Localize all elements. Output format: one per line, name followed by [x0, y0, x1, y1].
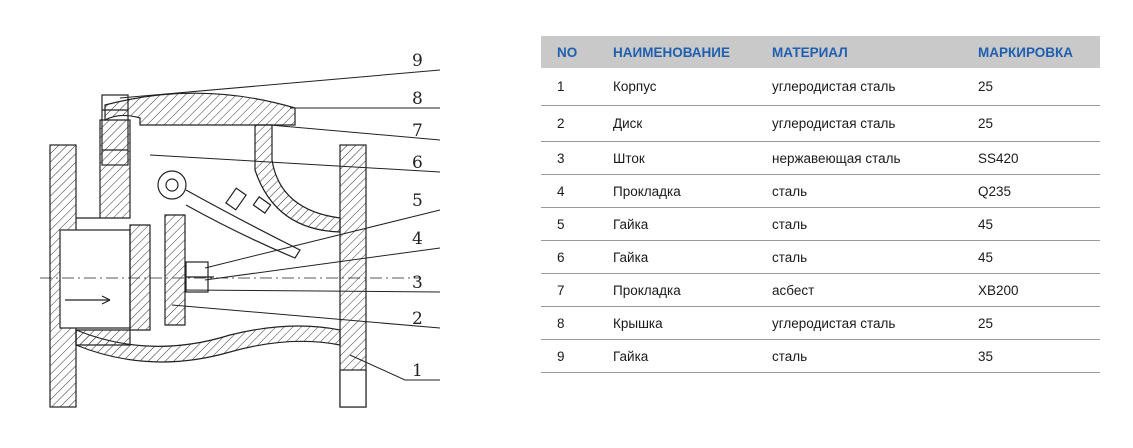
cell-material: углеродистая сталь [756, 106, 962, 142]
cell-name: Крышка [597, 307, 756, 340]
parts-table [541, 36, 1100, 373]
callout-6: 6 [412, 153, 423, 173]
cell-no: 8 [541, 307, 597, 340]
callout-7: 7 [412, 121, 423, 141]
header-name: НАИМЕНОВАНИЕ [613, 44, 730, 60]
cell-name: Гайка [597, 208, 756, 241]
cell-no: 2 [541, 106, 597, 142]
cell-name: Корпус [597, 68, 756, 106]
table-row [541, 142, 1100, 175]
cell-marking: Q235 [962, 175, 1100, 208]
callout-3: 3 [412, 273, 423, 293]
table-row [541, 307, 1100, 340]
cell-no: 5 [541, 208, 597, 241]
cell-no: 4 [541, 175, 597, 208]
table-header [541, 36, 1100, 68]
cell-no: 9 [541, 340, 597, 373]
table-row [541, 106, 1100, 142]
cell-name: Гайка [597, 340, 756, 373]
cell-marking: XB200 [962, 274, 1100, 307]
cell-no: 3 [541, 142, 597, 175]
cell-marking: 25 [962, 68, 1100, 106]
callout-4: 4 [412, 229, 423, 249]
header-no: NO [557, 44, 578, 60]
callout-2: 2 [412, 309, 423, 329]
table-row [541, 175, 1100, 208]
table-header-row [541, 36, 1100, 68]
callout-5: 5 [412, 191, 423, 211]
cell-name: Шток [597, 142, 756, 175]
cell-marking: SS420 [962, 142, 1100, 175]
cell-material: сталь [756, 340, 962, 373]
cell-material: нержавеющая сталь [756, 142, 962, 175]
cell-material: сталь [756, 241, 962, 274]
cell-marking: 45 [962, 241, 1100, 274]
cell-no: 1 [541, 68, 597, 106]
header-marking: МАРКИРОВКА [978, 44, 1074, 60]
table-body [541, 68, 1100, 373]
check-valve-drawing [0, 0, 520, 448]
table-row [541, 68, 1100, 106]
table-row [541, 208, 1100, 241]
cell-material: асбест [756, 274, 962, 307]
cell-material: сталь [756, 175, 962, 208]
cell-no: 7 [541, 274, 597, 307]
cell-marking: 45 [962, 208, 1100, 241]
callout-9: 9 [412, 51, 423, 71]
cell-marking: 35 [962, 340, 1100, 373]
cell-marking: 25 [962, 307, 1100, 340]
cell-marking: 25 [962, 106, 1100, 142]
cell-name: Прокладка [597, 175, 756, 208]
cell-material: углеродистая сталь [756, 307, 962, 340]
header-material: МАТЕРИАЛ [772, 44, 848, 60]
table-row [541, 274, 1100, 307]
table-row [541, 241, 1100, 274]
cell-no: 6 [541, 241, 597, 274]
cell-name: Прокладка [597, 274, 756, 307]
callout-8: 8 [412, 89, 423, 109]
callout-1: 1 [412, 361, 423, 381]
table-row [541, 340, 1100, 373]
cell-name: Гайка [597, 241, 756, 274]
cell-name: Диск [597, 106, 756, 142]
cell-material: сталь [756, 208, 962, 241]
cell-material: углеродистая сталь [756, 68, 962, 106]
